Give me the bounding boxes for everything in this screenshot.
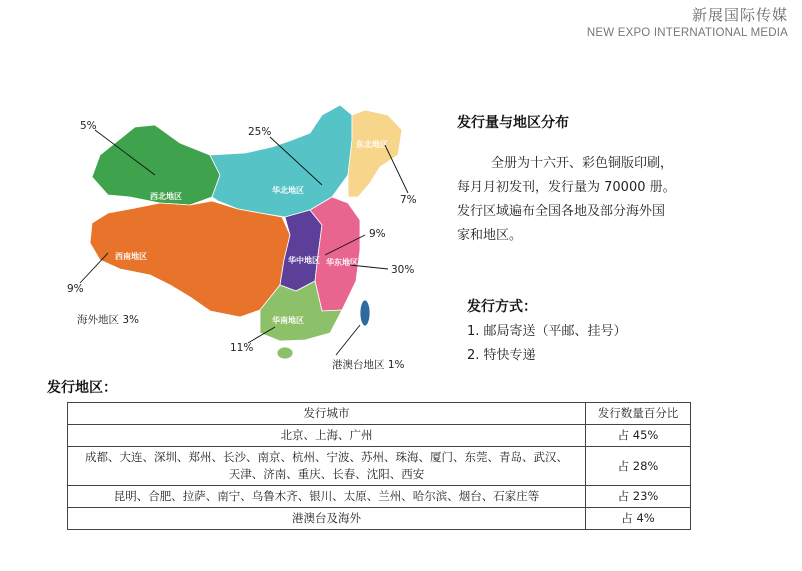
table-cell-percent: 占 4% xyxy=(586,508,691,530)
map-label-north: 华北地区 xyxy=(272,186,304,195)
brand-name-en: NEW EXPO INTERNATIONAL MEDIA xyxy=(586,27,788,39)
table-row xyxy=(68,486,691,508)
table-header-row xyxy=(68,403,691,425)
regions-title: 发行地区： xyxy=(47,380,117,396)
circulation-line: 家和地区。 xyxy=(457,228,523,243)
circulation-line: 每月月初发刊，发行量为 70000 册。 xyxy=(457,180,676,195)
circulation-line: 发行区域遍布全国各地及部分海外国 xyxy=(457,204,666,219)
map-pct-east: 30% xyxy=(391,264,415,276)
table-cell-city: 成都、大连、深圳、郑州、长沙、南京、杭州、宁波、苏州、珠海、厦门、东莞、青岛、武汉、 天津、济南、重庆、长春、沈阳、西安 xyxy=(68,447,586,486)
map-pct-south: 11% xyxy=(230,342,254,354)
distribution-table xyxy=(67,402,691,530)
circulation-title: 发行量与地区分布 xyxy=(457,115,569,131)
map-pct-northwest: 5% xyxy=(80,120,97,132)
map-pct-north: 25% xyxy=(248,126,272,138)
table-cell-city: 北京、上海、广州 xyxy=(68,425,586,447)
circulation-paragraph xyxy=(457,152,707,248)
map-region-northeast xyxy=(348,110,402,197)
table-cell-city: 昆明、合肥、拉萨、南宁、乌鲁木齐、银川、太原、兰州、哈尔滨、烟台、石家庄等 xyxy=(68,486,586,508)
map-pct-southwest: 9% xyxy=(67,283,84,295)
method-title: 发行方式： xyxy=(467,299,537,315)
china-distribution-map xyxy=(60,85,420,375)
map-label-northwest: 西北地区 xyxy=(150,192,182,201)
method-item: 2. 特快专递 xyxy=(467,348,536,363)
map-hainan xyxy=(277,347,293,359)
table-row xyxy=(68,447,691,486)
brand xyxy=(587,4,788,39)
table-row xyxy=(68,508,691,530)
map-pct-hkmt: 港澳台地区 1% xyxy=(332,359,405,371)
table-cell-percent: 占 28% xyxy=(586,447,691,486)
map-label-south: 华南地区 xyxy=(272,316,304,325)
table-row xyxy=(68,425,691,447)
map-pct-central: 9% xyxy=(369,228,386,240)
table-cell-percent: 占 23% xyxy=(586,486,691,508)
method-item: 1. 邮局寄送（平邮、挂号） xyxy=(467,324,627,339)
table-cell-percent: 占 45% xyxy=(586,425,691,447)
map-pct-overseas: 海外地区 3% xyxy=(77,314,139,326)
circulation-line: 全册为十六开、彩色铜版印刷， xyxy=(491,156,674,171)
map-label-southwest: 西南地区 xyxy=(115,252,147,261)
table-cell-city: 港澳台及海外 xyxy=(68,508,586,530)
map-label-central: 华中地区 xyxy=(288,256,320,265)
table-header-city: 发行城市 xyxy=(68,403,586,425)
map-pct-northeast: 7% xyxy=(400,194,417,206)
map-taiwan xyxy=(360,300,370,326)
map-label-east: 华东地区 xyxy=(326,258,358,267)
map-label-northeast: 东北地区 xyxy=(356,140,388,149)
brand-name-cn: 新展国际传媒 xyxy=(691,6,788,24)
table-header-percent: 发行数量百分比 xyxy=(586,403,691,425)
